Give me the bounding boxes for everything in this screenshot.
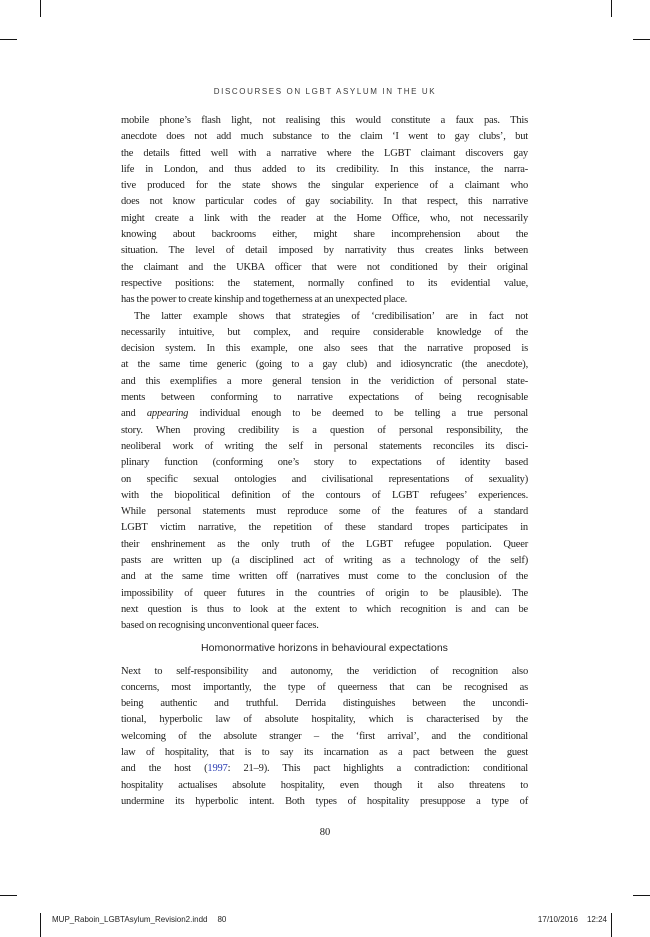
text-column — [121, 113, 528, 810]
text-line: plinary function (conforming one’s story to expectations of identity based — [121, 457, 528, 469]
text-line: situation. The level of detail imposed by narrativity thus creates links between — [121, 245, 528, 257]
section-heading: Homonormative horizons in behavioural expectations — [201, 641, 448, 654]
text-line: The latter example shows that strategies of ‘credibilisation’ are in fact not — [134, 310, 528, 322]
crop-mark-top-left-vertical — [40, 0, 41, 17]
text-line: tive produced for the state shows the singular experience of a claimant who — [121, 180, 528, 192]
text-line: Next to self-responsibility and autonomy, the veridiction of recognition also — [121, 665, 528, 677]
text-line: anecdote does not add much substance to the claim ‘I went to gay clubs’, but — [121, 131, 528, 143]
text-line: While personal statements must reproduce some of the features of a standard — [121, 506, 528, 518]
proof-date: 17/10/2016 — [537, 915, 578, 924]
text-line: neoliberal work of writing the self in personal statements reconciles its disci- — [121, 440, 528, 452]
text-line: story. When proving credibility is a question of personal responsibility, the — [121, 424, 528, 436]
text-line: undermine its hyperbolic intent. Both types of hospitality presuppose a type of — [121, 795, 528, 807]
text-line — [121, 406, 528, 422]
text-line: and this exemplifies a more general tension in the veridiction of personal state- — [121, 375, 528, 387]
text-line: LGBT victim narrative, the repetition of these standard tropes participates in — [121, 522, 528, 534]
text-line: knowing about backrooms either, might share incomprehension about the — [121, 229, 528, 241]
text-line — [121, 761, 528, 777]
citation-link-1997[interactable]: 1997 — [207, 763, 228, 775]
text-line: might create a link with the reader at the Home Office, who, not necessarily — [121, 212, 528, 224]
text-line: pasts are written up (a disciplined act of writing as a technology of the self) — [121, 555, 528, 567]
crop-mark-bottom-right-vertical — [611, 913, 612, 937]
text-line: their enshrinement as the only truth of the LGBT refugee population. Queer — [121, 538, 528, 550]
text-line: based on recognising unconventional queer faces. — [121, 620, 319, 632]
text-line: does not know particular codes of gay sociability. In that respect, this narrative — [121, 196, 528, 208]
italic-word: appearing — [146, 408, 189, 420]
text-line: on specific sexual ontologies and civilisational representations of sexuality) — [121, 473, 528, 485]
crop-mark-bottom-right-horizontal — [633, 895, 650, 896]
text-line: has the power to create kinship and togetherness at an unexpected place. — [121, 294, 408, 306]
crop-mark-top-right-vertical — [611, 0, 612, 17]
text-line: the details fitted well with a narrative where the LGBT claimant discovers gay — [121, 147, 528, 159]
crop-mark-top-left-horizontal — [0, 39, 17, 40]
text-line: necessarily intuitive, but complex, and require considerable knowledge of the — [121, 326, 528, 338]
proof-footer-left — [52, 915, 226, 924]
text-line: being authentic and truthful. Derrida distinguishes between the uncondi- — [121, 698, 528, 710]
text-line: at the same time generic (going to a gay club) and idiosyncratic (the anecdote), — [121, 359, 528, 371]
text-segment: individual enough to be deemed to be telling a true personal — [188, 408, 528, 420]
text-line: and at the same time written off (narratives must come to the conclusion of the — [121, 571, 528, 583]
text-line: respective positions: the statement, normally confined to its evidential value, — [121, 277, 528, 289]
crop-mark-bottom-left-horizontal — [0, 895, 17, 896]
paragraph — [121, 309, 528, 635]
text-line: hospitality actualises absolute hospitality, even though it also threatens to — [121, 779, 528, 791]
crop-mark-bottom-left-vertical — [40, 913, 41, 937]
text-line: concerns, most importantly, the type of queerness that can be recognised as — [121, 681, 528, 693]
text-line: tional, hyperbolic law of absolute hospitality, which is characterised by the — [121, 714, 528, 726]
text-segment: : 21–9). This pact highlights a contradiction: conditional — [227, 763, 528, 775]
text-segment: and — [121, 408, 147, 420]
text-segment: and the host ( — [121, 763, 208, 775]
page-number: 80 — [319, 827, 331, 838]
text-line: ments between conforming to narrative expectations of being recognisable — [121, 392, 528, 404]
text-line: decision system. In this example, one also sees that the narrative proposed is — [121, 343, 528, 355]
text-line: welcoming of the absolute stranger – the ‘first arrival’, and the conditional — [121, 730, 528, 742]
text-line: law of hospitality, that is to say its incarnation as a pact between the guest — [121, 746, 528, 758]
proof-footer-right — [538, 915, 607, 924]
running-header: DISCOURSES ON LGBT ASYLUM IN THE UK — [213, 87, 437, 96]
text-line: with the biopolitical definition of the contours of LGBT refugees’ experiences. — [121, 489, 528, 501]
text-line: mobile phone’s flash light, not realising this would constitute a faux pas. This — [121, 115, 528, 126]
proof-file-page: 80 — [217, 915, 227, 924]
paragraph — [121, 113, 528, 309]
crop-mark-top-right-horizontal — [633, 39, 650, 40]
paragraph — [121, 664, 528, 811]
text-line: next question is thus to look at the extent to which recognition is and can be — [121, 603, 528, 615]
text-line: the claimant and the UKBA officer that were not conditioned by their original — [121, 261, 528, 273]
proof-time: 12:24 — [586, 915, 607, 924]
text-line: impossibility of queer futures in the countries of origin to be plausible). The — [121, 587, 528, 599]
proof-file-name: MUP_Raboin_LGBTAsylum_Revision2.indd — [52, 915, 208, 924]
text-line: life in London, and thus added to its credibility. In this instance, the narra- — [121, 163, 528, 175]
